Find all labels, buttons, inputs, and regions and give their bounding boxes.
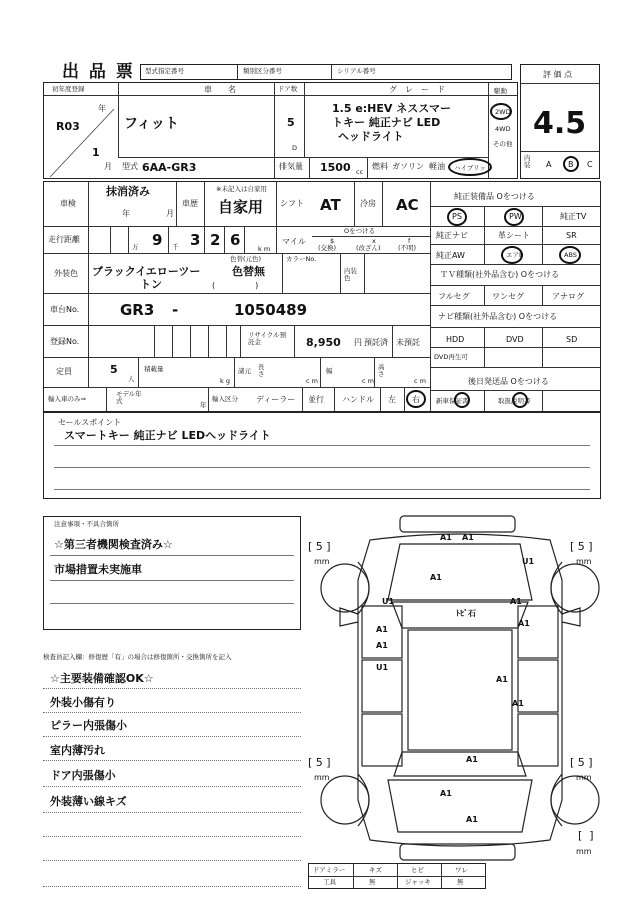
type-designation-label: 型式指定番号: [145, 67, 184, 75]
inspector-line-2: 外装小傷有り: [50, 696, 116, 709]
equip-abs-circle: [559, 246, 581, 264]
mileage-man: 万: [132, 243, 139, 251]
tire-rl-unit: mm: [314, 773, 330, 782]
interior-a: A: [546, 160, 552, 169]
grade-line-3: ヘッドライト: [338, 130, 404, 143]
recycle-not: 未預託: [396, 338, 420, 347]
note-line-2: 市場措置未実施車: [54, 563, 142, 576]
first-reg-month: 1: [92, 146, 100, 159]
damage-mark: A1: [466, 815, 478, 824]
equip-airbag: エアB: [506, 251, 524, 259]
shift-label: シフト: [280, 199, 304, 208]
navi-dvd: DVD: [506, 335, 524, 344]
later-warranty: 新車保証書: [436, 397, 469, 405]
bottom-head-2: キズ: [369, 866, 382, 874]
bottom-val-1: 工具: [323, 878, 336, 886]
import-dealer: ディーラー: [256, 395, 296, 404]
car-name: フィット: [124, 116, 179, 132]
rating-label: 評 価 点: [543, 70, 573, 79]
damage-mark: U1: [376, 663, 389, 672]
bottom-val-4: 無: [457, 878, 464, 886]
tire-rr-unit: mm: [576, 773, 592, 782]
sheet-title: 出 品 票: [62, 62, 135, 82]
fuel-hybrid: ハイブリッド: [454, 164, 493, 172]
reg-no-label: 登録No.: [50, 337, 80, 346]
equip-navi: 純正ナビ: [436, 231, 468, 240]
import-parallel: 並行: [308, 395, 324, 404]
damage-mark: ﾄﾋﾞ石: [456, 609, 476, 618]
handle-left: 左: [388, 395, 396, 404]
doors-label: ドア数: [278, 85, 298, 93]
handle-right: 右: [412, 395, 420, 404]
km-unit: k m: [258, 245, 271, 253]
damage-mark: A1: [430, 573, 442, 582]
bottom-val-2: 無: [369, 878, 376, 886]
inspector-line-1: ☆主要装備確認OK☆: [50, 672, 154, 685]
repaint-value: 色替無: [232, 265, 265, 278]
inspection-value: 抹消済み: [106, 185, 150, 198]
navi-hdd: HDD: [446, 335, 465, 344]
displacement-label: 排気量: [279, 162, 303, 171]
displacement-value: 1500: [320, 161, 351, 174]
import-cat-label: 輸入区分: [212, 395, 238, 403]
month-label: 月: [104, 162, 112, 171]
mileage-sen: 千: [172, 243, 179, 251]
tire-fr-unit: mm: [576, 557, 592, 566]
first-reg-era: R03: [56, 120, 80, 133]
navi-title: ナビ種類(社外品含む) Oをつける: [438, 312, 558, 321]
height-cm: c m: [414, 377, 426, 385]
mile-opt-1: $: [330, 237, 335, 245]
fuel-diesel: 軽油: [429, 162, 445, 171]
color-value: ブラックイエローツー: [92, 265, 201, 278]
header-id-row: [140, 64, 512, 80]
grade-line-2: トキー 純正ナビ LED: [332, 116, 441, 129]
equip-abs: ABS: [564, 251, 577, 259]
inspector-line-4: 室内薄汚れ: [50, 744, 105, 757]
model-year-label: モデル年式: [116, 390, 142, 405]
interior-c: C: [587, 160, 593, 169]
damage-mark: A1: [466, 755, 478, 764]
recycle-unit: 円: [354, 338, 362, 347]
vehicle-info-block: [43, 82, 518, 179]
first-reg-label: 初年度登録: [52, 85, 85, 93]
later-warranty-circle: [454, 392, 470, 408]
car-damage-diagram: [300, 510, 610, 870]
load-kg: k g: [220, 377, 230, 385]
height-label: 高さ: [378, 363, 385, 378]
inspector-line-6: 外装薄い線キズ: [50, 795, 127, 808]
drive-4wd: 4WD: [495, 125, 511, 133]
recycle-label: リサイクル預託金: [248, 331, 287, 346]
model-value: 6AA-GR3: [142, 161, 197, 174]
recycle-value: 8,950: [306, 336, 341, 349]
history-note: ※未記入は自家用: [216, 185, 267, 193]
length-cm: c m: [306, 377, 318, 385]
score-value: 4.5: [533, 106, 587, 141]
ac-value: AC: [396, 196, 419, 214]
chassis-label: 車台No.: [50, 305, 80, 314]
interior-b-circle: [563, 156, 579, 172]
grade-line-1: 1.5 e:HEV ネススマー: [332, 102, 452, 115]
drive-2wd-circle: [490, 103, 512, 120]
fuel-hybrid-circle: [448, 158, 492, 176]
repaint-label: 色替(元色): [230, 255, 262, 263]
inspection-month: 月: [166, 209, 174, 218]
later-manual-circle: [512, 392, 528, 408]
load-label: 積載量: [144, 365, 164, 373]
later-title: 後日発送品 Oをつける: [468, 377, 549, 386]
capacity-value: 5: [110, 363, 118, 376]
history-label: 車歴: [182, 199, 198, 208]
mileage-digit-2: 3: [190, 231, 201, 249]
mileage-digit-1: 9: [152, 231, 163, 249]
spare-tire-bracket: [ ]: [578, 829, 594, 842]
equip-sr: SR: [566, 231, 577, 240]
mileage-digit-4: 6: [230, 231, 241, 249]
import-label: 輸入車のみ⇒: [48, 395, 86, 403]
drive-label: 駆動: [494, 87, 507, 95]
sales-point-label: セールスポイント: [58, 418, 122, 427]
tire-fl-value: [ 5 ]: [308, 540, 331, 553]
sales-point-box: [43, 412, 601, 499]
equip-pw-circle: [504, 208, 524, 226]
bottom-val-3: ジャッキ: [405, 878, 431, 886]
mile-label: マイル: [282, 237, 306, 246]
notes-label: 注意事項・不具合箇所: [54, 520, 119, 528]
damage-mark: A1: [510, 597, 522, 606]
tire-rl-value: [ 5 ]: [308, 756, 331, 769]
ac-label: 冷房: [360, 199, 376, 208]
grade-label: グ レ ー ド: [389, 85, 445, 94]
mile-opt-3: f: [408, 237, 411, 245]
damage-mark: A1: [462, 533, 474, 542]
damage-mark: U1: [522, 557, 535, 566]
capacity-unit: 人: [128, 375, 135, 383]
width-cm: c m: [362, 377, 374, 385]
handle-right-circle: [406, 390, 426, 408]
repaint-paren: ( ): [212, 281, 259, 290]
damage-mark: A1: [512, 699, 524, 708]
length-label: 長さ: [258, 363, 265, 378]
inspection-year: 年: [122, 209, 130, 218]
notes-box: [43, 516, 301, 630]
year-label: 年: [98, 104, 106, 113]
inspector-label: 検査員記入欄：修復歴「有」の場合は修復箇所・交換箇所を記入: [43, 653, 232, 661]
damage-mark: A1: [518, 619, 530, 628]
later-manual: 取扱説明書: [498, 397, 531, 405]
damage-mark: U1: [382, 597, 395, 606]
equip-leather: 革シート: [498, 231, 530, 240]
tv-oneseg: ワンセグ: [492, 292, 524, 301]
chassis-prefix: GR3: [120, 301, 155, 319]
chassis-dash: -: [172, 301, 179, 319]
equip-aw: 純正AW: [436, 251, 465, 260]
equip-airbag-circle: [501, 246, 523, 264]
damage-mark: A1: [440, 533, 452, 542]
chassis-number: 1050489: [234, 301, 308, 319]
drive-2wd: 2WD: [495, 108, 511, 116]
inspector-line-5: ドア内張傷小: [50, 769, 116, 782]
damage-mark: A1: [496, 675, 508, 684]
bottom-head-3: ヒビ: [411, 866, 424, 874]
capacity-label: 定員: [56, 367, 72, 376]
tv-analog: アナログ: [552, 292, 584, 301]
interior-b: B: [568, 160, 574, 169]
car-name-label: 車 名: [204, 85, 236, 94]
mile-opt-1-desc: (交換): [318, 244, 337, 252]
rating-box: [520, 64, 600, 179]
history-value: 自家用: [218, 198, 264, 216]
recycle-deposit: 預託済: [364, 338, 388, 347]
mile-circle-note: Oをつける: [344, 227, 376, 235]
color-value-2: トン: [140, 278, 162, 291]
dvd-play-label: DVD再生可: [434, 353, 468, 361]
shift-value: AT: [320, 196, 341, 214]
fuel-gasoline: ガソリン: [392, 162, 424, 171]
equip-tv: 純正TV: [560, 212, 587, 221]
color-no-label: カラーNo.: [286, 255, 317, 263]
mile-opt-2: x: [372, 237, 376, 245]
mileage-label: 走行距離: [48, 235, 80, 244]
drive-other: その他: [493, 140, 513, 148]
handle-label: ハンドル: [342, 395, 374, 404]
fuel-label: 燃料: [372, 162, 388, 171]
inspection-label: 車検: [60, 199, 76, 208]
damage-mark: A1: [376, 641, 388, 650]
bottom-head-1: ドアミラー: [313, 866, 346, 874]
note-line-1: ☆第三者機関検査済み☆: [54, 538, 173, 551]
model-year-unit: 年: [200, 401, 207, 409]
interior-label: 内装: [524, 154, 531, 169]
damage-mark: A1: [376, 625, 388, 634]
width-label: 幅: [326, 367, 333, 375]
category-label: 類別区分番号: [243, 67, 282, 75]
tv-title: ＴＶ種類(社外品含む) Oをつける: [440, 270, 560, 279]
sales-point-text: スマートキー 純正ナビ LEDヘッドライト: [64, 429, 271, 442]
inspector-line-3: ピラー内張傷小: [50, 719, 127, 732]
tire-rr-value: [ 5 ]: [570, 756, 593, 769]
color-label: 外装色: [54, 269, 78, 278]
interior-color-label: 内装色: [344, 267, 357, 282]
cc-unit: cc: [356, 168, 364, 176]
doors-suffix: D: [292, 144, 298, 152]
specs-block: [43, 181, 601, 412]
tire-fr-value: [ 5 ]: [570, 540, 593, 553]
mile-opt-2-desc: (改ざん): [356, 244, 381, 252]
model-label: 型式: [122, 162, 138, 171]
equip-ps: PS: [452, 212, 462, 221]
equip-ps-circle: [447, 208, 467, 226]
mileage-digit-3: 2: [210, 231, 221, 249]
navi-sd: SD: [566, 335, 578, 344]
bottom-table: [308, 863, 486, 889]
bottom-head-4: ワレ: [455, 866, 468, 874]
tv-fullseg: フルセグ: [438, 292, 470, 301]
dims-label: 諸元: [238, 367, 251, 375]
tire-fl-unit: mm: [314, 557, 330, 566]
damage-mark: A1: [440, 789, 452, 798]
spare-tire-unit: mm: [576, 847, 592, 856]
equip-pw: PW: [509, 212, 522, 221]
equipment-title: 純正装備品 Oをつける: [454, 192, 535, 201]
doors-value: 5: [287, 116, 295, 129]
mile-opt-3-desc: (不明): [398, 244, 417, 252]
serial-label: シリアル番号: [337, 67, 376, 75]
